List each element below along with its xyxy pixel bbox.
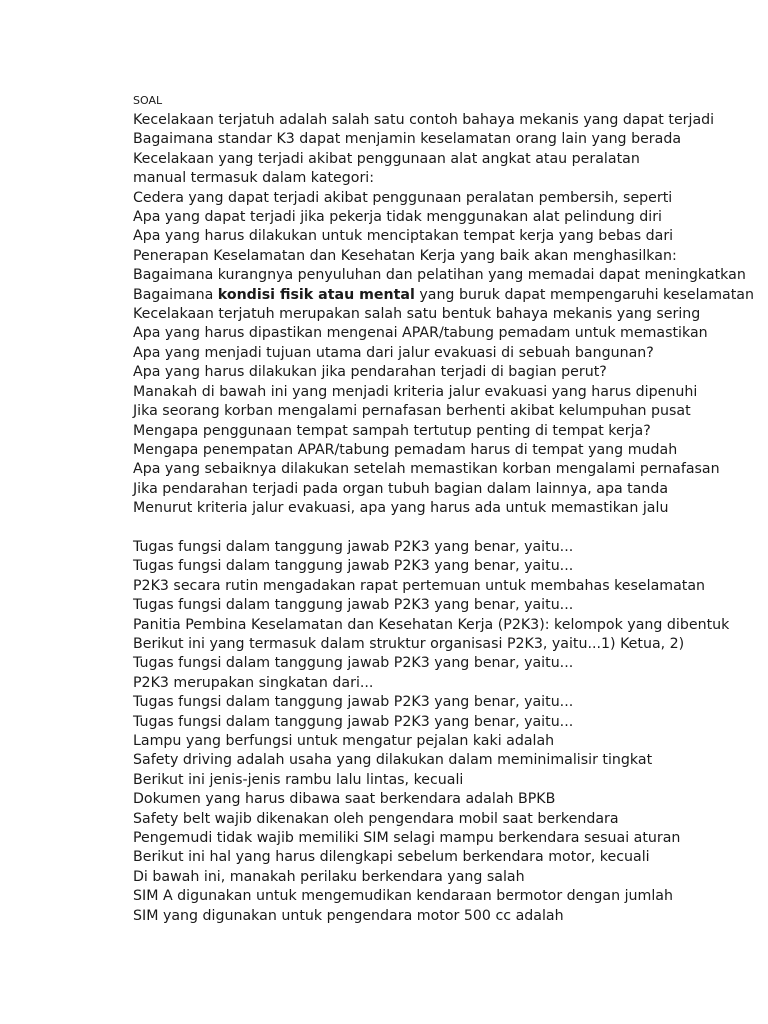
bold-line-suffix: yang buruk dapat mempengaruhi keselamatan [414,286,754,303]
bold-phrase: kondisi fisik atau mental [217,286,415,303]
question-line: Pengemudi tidak wajib memiliki SIM selagi mampu berkendara sesuai aturan [133,830,681,847]
question-line: Tugas fungsi dalam tanggung jawab P2K3 yang benar, yaitu... [133,538,574,555]
question-line: P2K3 merupakan singkatan dari... [133,674,374,691]
question-line: Bagaimana standar K3 dapat menjamin keselamatan orang lain yang berada [133,131,682,148]
question-line: Tugas fungsi dalam tanggung jawab P2K3 yang benar, yaitu... [133,694,574,711]
question-line: Kecelakaan yang terjadi akibat penggunaan alat angkat atau peralatan manual termasuk dalam kategori: [133,150,640,187]
question-line: SIM yang digunakan untuk pengendara motor 500 cc adalah [133,907,564,924]
question-line: SIM A digunakan untuk mengemudikan kendaraan bermotor dengan jumlah [133,888,673,905]
question-line: Di bawah ini, manakah perilaku berkendara yang salah [133,868,525,885]
bold-line-prefix: Bagaimana [133,286,218,303]
question-line: Lampu yang berfungsi untuk mengatur pejalan kaki adalah [133,732,555,749]
question-line: Jika seorang korban mengalami pernafasan berhenti akibat kelumpuhan pusat [133,403,691,420]
question-line: Menurut kriteria jalur evakuasi, apa yang harus ada untuk memastikan jalu [133,500,669,517]
question-line: Tugas fungsi dalam tanggung jawab P2K3 yang benar, yaitu... [133,655,574,672]
question-line: Apa yang harus dipastikan mengenai APAR/tabung pemadam untuk memastikan [133,325,708,342]
question-line: P2K3 secara rutin mengadakan rapat pertemuan untuk membahas keselamatan [133,577,706,594]
document-heading: SOAL [133,94,163,107]
question-line: Tugas fungsi dalam tanggung jawab P2K3 yang benar, yaitu... [133,558,574,575]
question-line: Safety driving adalah usaha yang dilakukan dalam meminimalisir tingkat [133,752,653,769]
question-line: Berikut ini yang termasuk dalam struktur organisasi P2K3, yaitu...1) Ketua, 2) [133,635,685,652]
question-line: Tugas fungsi dalam tanggung jawab P2K3 yang benar, yaitu... [133,713,574,730]
question-line: Manakah di bawah ini yang menjadi kriteria jalur evakuasi yang harus dipenuhi [133,383,698,400]
question-line: Apa yang harus dilakukan untuk menciptakan tempat kerja yang bebas dari [133,228,674,245]
paragraph-gap [133,519,681,538]
question-line: Bagaimana kurangnya penyuluhan dan pelatihan yang memadai dapat meningkatkan [133,267,746,284]
question-line: Penerapan Keselamatan dan Kesehatan Kerja yang baik akan menghasilkan: [133,247,677,264]
question-line: Tugas fungsi dalam tanggung jawab P2K3 yang benar, yaitu... [133,597,574,614]
question-line: Mengapa penggunaan tempat sampah tertutup penting di tempat kerja? [133,422,651,439]
question-line: Dokumen yang harus dibawa saat berkendara adalah BPKB [133,791,556,808]
question-line-bold [133,286,754,305]
question-line: Kecelakaan terjatuh merupakan salah satu bentuk bahaya mekanis yang sering [133,306,701,323]
question-line: Apa yang menjadi tujuan utama dari jalur evakuasi di sebuah bangunan? [133,344,654,361]
question-line: Panitia Pembina Keselamatan dan Kesehatan Kerja (P2K3): kelompok yang dibentuk [133,616,730,633]
question-line: Kecelakaan terjatuh adalah salah satu contoh bahaya mekanis yang dapat terjadi [133,112,715,128]
question-line: Cedera yang dapat terjadi akibat penggunaan peralatan pembersih, seperti [133,189,673,206]
question-line: Berikut ini hal yang harus dilengkapi sebelum berkendara motor, kecuali [133,849,650,866]
question-line: Mengapa penempatan APAR/tabung pemadam harus di tempat yang mudah [133,441,678,458]
question-line: Apa yang harus dilakukan jika pendarahan terjadi di bagian perut? [133,364,607,381]
question-line: Safety belt wajib dikenakan oleh pengendara mobil saat berkendara [133,810,619,827]
question-line: Apa yang sebaiknya dilakukan setelah memastikan korban mengalami pernafasan [133,461,720,478]
document-page [133,93,754,926]
question-line: Apa yang dapat terjadi jika pekerja tidak menggunakan alat pelindung diri [133,209,662,226]
question-line: Berikut ini jenis-jenis rambu lalu lintas, kecuali [133,771,464,788]
question-line: Jika pendarahan terjadi pada organ tubuh bagian dalam lainnya, apa tanda [133,480,669,497]
